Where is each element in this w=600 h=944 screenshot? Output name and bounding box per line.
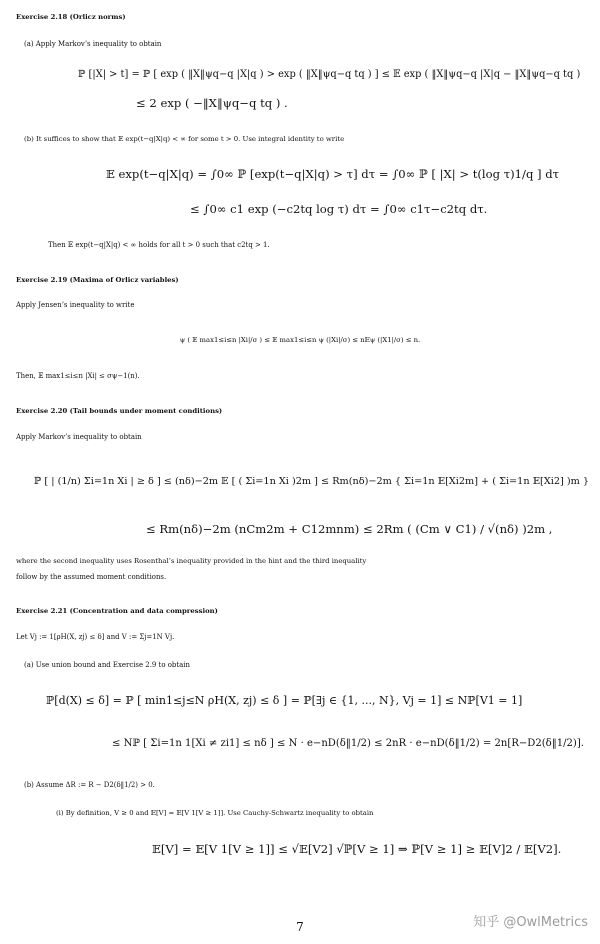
page-number: 7 [296, 920, 304, 934]
ex220-equation-1: ℙ [ | (1/n) Σi=1n Xi | ≥ δ ] ≤ (nδ)−2m 𝔼 [ ( Σi=1n Xi )2m ] ≤ Rm(nδ)−2m { Σi=1n 𝔼[Xi2m] + ( Σi=1n 𝔼[Xi2] )m } [34, 476, 590, 487]
exercise-2-21-title: Exercise 2.21 (Concentration and data compression) [16, 607, 218, 615]
watermark: 知乎 @OwlMetrics [473, 915, 588, 930]
ex221-a-equation-2: ≤ Nℙ [ Σi=1n 1[Xi ≠ zi1] ≤ nδ ] ≤ N · e−nD(δ‖1/2) ≤ 2nR · e−nD(δ‖1/2) = 2n[R−D2(δ‖1/2)]. [112, 738, 584, 749]
ex220-equation-2: ≤ Rm(nδ)−2m (nCm2m + C12mnm) ≤ 2Rm ( (Cm ∨ C1) / √(nδ) )2m , [146, 522, 553, 536]
ex221-definition: Let Vj := 1[ρH(X, zj) ≤ δ] and V := Σj=1N Vj. [16, 633, 175, 641]
ex219-equation: ψ ( 𝔼 max1≤i≤n |Xi|/σ ) ≤ 𝔼 max1≤i≤n ψ (|Xi|/σ) ≤ n𝔼ψ (|X1|/σ) ≤ n. [179, 336, 421, 344]
ex221-b-i-text: (i) By definition, V ≥ 0 and 𝔼[V] = 𝔼[V 1[V ≥ 1]]. Use Cauchy-Schwartz inequality to obtain [56, 809, 374, 817]
ex220-text: Apply Markov’s inequality to obtain [16, 433, 142, 441]
ex218-part-b-text: (b) It suffices to show that 𝔼 exp(t−q|X|q) < ∞ for some t > 0. Use integral identity to write [24, 135, 345, 143]
ex221-part-b-text: (b) Assume ΔR := R − D2(δ‖1/2) > 0. [24, 781, 155, 789]
ex218-b-equation-1: 𝔼 exp(t−q|X|q) = ∫0∞ ℙ [exp(t−q|X|q) > τ] dτ = ∫0∞ ℙ [ |X| > t(log τ)1/q ] dτ [106, 167, 560, 181]
ex218-b-equation-2: ≤ ∫0∞ c1 exp (−c2tq log τ) dτ = ∫0∞ c1τ−c2tq dτ. [190, 202, 488, 216]
exercise-2-19-title: Exercise 2.19 (Maxima of Orlicz variables) [16, 276, 179, 284]
ex218-b-conclusion: Then 𝔼 exp(t−q|X|q) < ∞ holds for all t > 0 such that c2tq > 1. [48, 241, 270, 249]
ex221-part-a-text: (a) Use union bound and Exercise 2.9 to obtain [24, 661, 190, 669]
ex219-conclusion: Then, 𝔼 max1≤i≤n |Xi| ≤ σψ−1(n). [16, 372, 140, 380]
ex221-b-i-equation: 𝔼[V] = 𝔼[V 1[V ≥ 1]] ≤ √𝔼[V2] √ℙ[V ≥ 1] ⇒ ℙ[V ≥ 1] ≥ 𝔼[V]2 / 𝔼[V2]. [152, 842, 562, 856]
ex221-a-equation-1: ℙ[d(X) ≤ δ] = ℙ [ min1≤j≤N ρH(X, zj) ≤ δ ] = ℙ[∃j ∈ {1, ..., N}, Vj = 1] ≤ Nℙ[V1 = 1] [46, 694, 523, 707]
ex218-part-a-text: (a) Apply Markov’s inequality to obtain [24, 40, 162, 48]
ex218-a-equation-2: ≤ 2 exp ( −‖X‖ψq−q tq ) . [136, 96, 288, 110]
ex220-note-line-2: follow by the assumed moment conditions. [16, 573, 167, 581]
ex219-text: Apply Jensen’s inequality to write [16, 301, 135, 309]
ex220-note-line-1: where the second inequality uses Rosenthal’s inequality provided in the hint and the third inequality [16, 557, 367, 565]
exercise-2-20-title: Exercise 2.20 (Tail bounds under moment conditions) [16, 407, 223, 415]
ex218-a-equation-1: ℙ [|X| > t] = ℙ [ exp ( ‖X‖ψq−q |X|q ) > exp ( ‖X‖ψq−q tq ) ] ≤ 𝔼 exp ( ‖X‖ψq−q |X|q − ‖X‖ψq−q tq ) [78, 69, 581, 80]
exercise-2-18-title: Exercise 2.18 (Orlicz norms) [16, 13, 126, 21]
